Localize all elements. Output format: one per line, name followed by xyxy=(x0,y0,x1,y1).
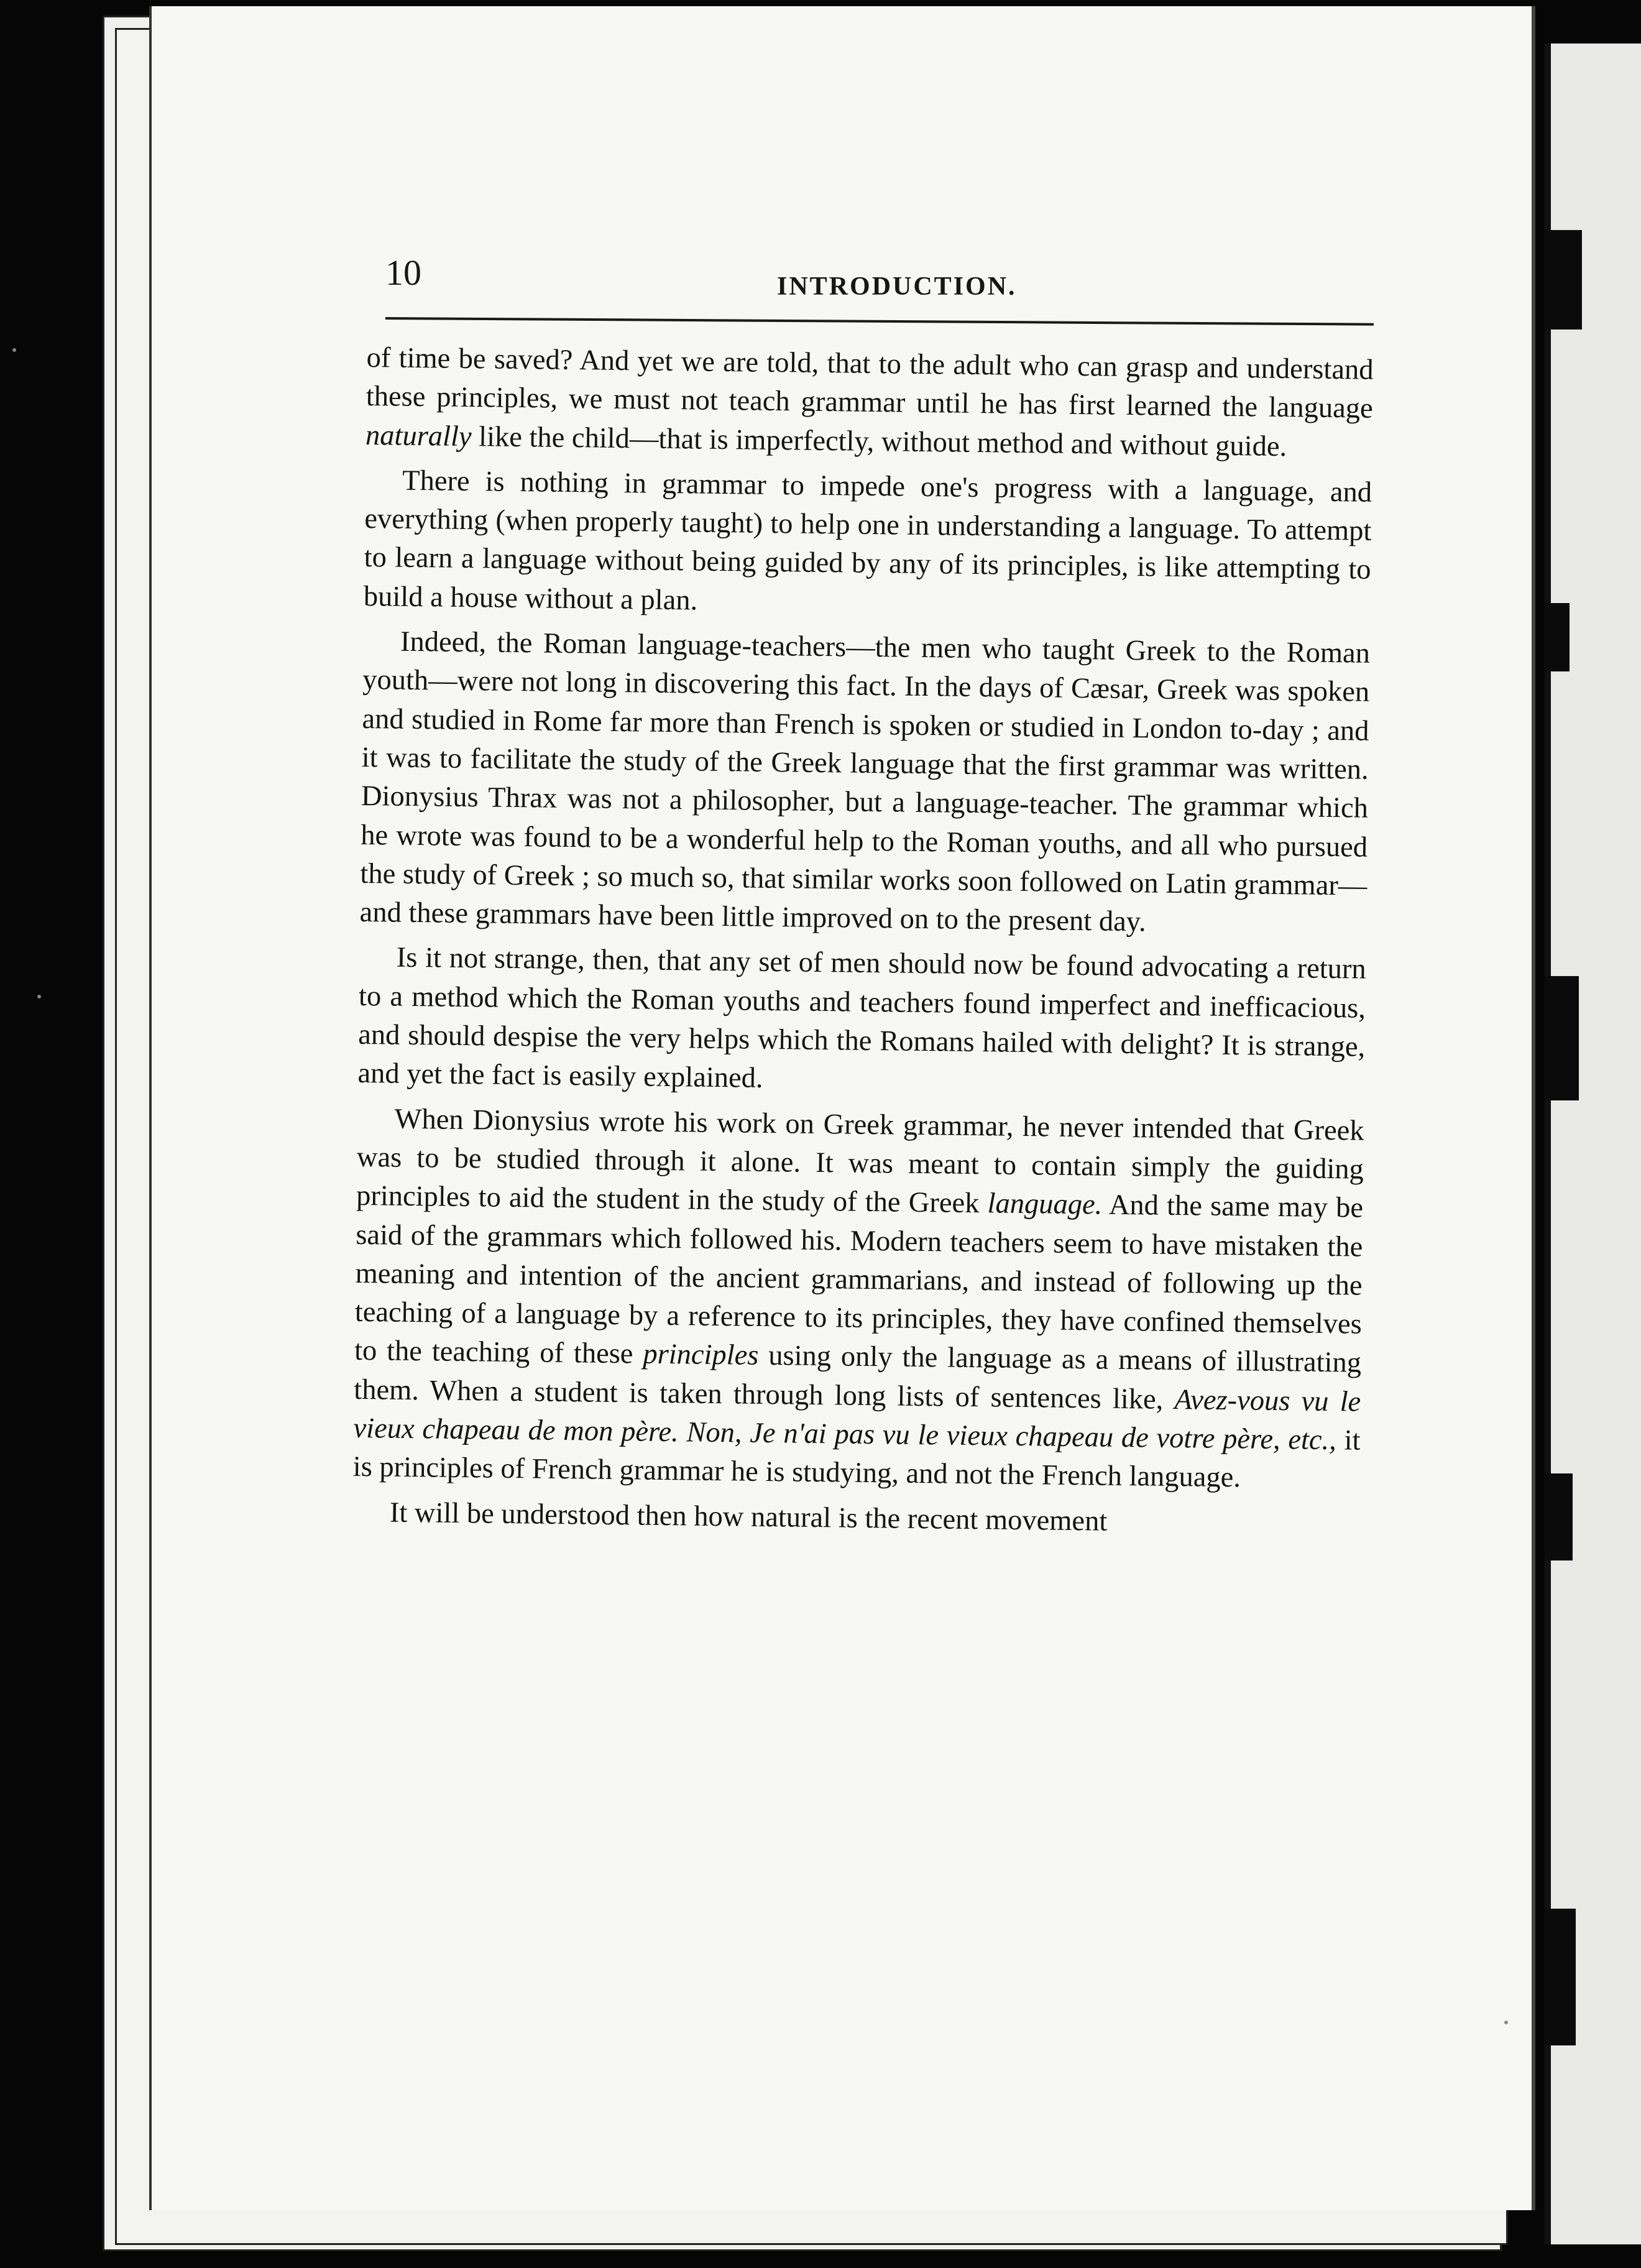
scan-speck xyxy=(1504,2021,1508,2024)
paragraph xyxy=(365,339,1374,468)
text-segment: When Dionysius wrote his work on Greek grammar, he never intended that Greek was to be studied through it alone. It was meant to contain simply the guiding principles to aid the student in the study of the Greek xyxy=(356,1103,1364,1220)
paragraph xyxy=(364,461,1372,629)
paragraph xyxy=(357,938,1366,1105)
text-segment: Indeed, the Roman language-teachers—the men who taught Greek to the Roman youth—were not long in discovering this fact. In the days of Cæsar, Greek was spoken and studied in Rome far more than French is spoken or studied in London to-day ; and it was to facilitate the study of the Greek language that the first grammar was written. Dionysius Thrax was not a philosopher, but a language-teacher. The grammar which he wrote was found to be a wonderful help to the Roman youths, and all who pursued the study of Greek ; so much so, that similar works soon followed on Latin grammar—and these grammars have been little improved on to the present day. xyxy=(359,625,1371,938)
text-segment: like the child—that is imperfectly, without method and without guide. xyxy=(471,420,1287,463)
paragraph xyxy=(352,1493,1360,1544)
text-segment: It will be understood then how natural is the recent movement xyxy=(389,1496,1108,1537)
text-segment: of time be saved? And yet we are told, that to the adult who can grasp and understand these principles, we must not teach grammar until he has first learned the language xyxy=(365,341,1374,425)
text-segment: And the same may be said of the grammars which followed his. Modern teachers seem to have mistaken the meaning and intention of the ancient grammarians, and instead of following up the teaching of a language by a reference to its principles, they have confined themselves to the teaching of these xyxy=(354,1189,1364,1370)
paragraph xyxy=(352,1100,1364,1500)
italic-text: naturally xyxy=(365,419,472,453)
body-text xyxy=(352,339,1373,1551)
paragraph xyxy=(359,622,1370,944)
text-segment: Is it not strange, then, that any set of men should now be found advocating a return to a method which the Roman youths and teachers found imperfect and inefficacious, and should despise the very helps which the Romans hailed with delight? It is strange, and yet the fact is easily explained. xyxy=(357,942,1367,1095)
text-segment: using only the language as a means of illustrating them. When a student is taken through long lists of sentences like, xyxy=(354,1340,1362,1416)
page-header xyxy=(385,252,1374,308)
italic-text: Avez-vous vu le vieux chapeau de mon père. Non, Je n'ai pas vu le vieux chapeau de votre père, etc., xyxy=(353,1383,1361,1457)
text-segment: it is principles of French grammar he is studying, and not the French language. xyxy=(352,1424,1361,1494)
scan-speck xyxy=(12,348,16,352)
page-number: 10 xyxy=(385,252,421,293)
running-head: INTRODUCTION. xyxy=(777,272,1017,301)
adjacent-page-fragment xyxy=(1545,44,1641,2244)
italic-text: principles xyxy=(643,1338,759,1372)
text-segment: There is nothing in grammar to impede one's progress with a language, and everything (when properly taught) to help one in understanding a language. To attempt to learn a language without being guided by any of its principles, is like attempting to build a house without a plan. xyxy=(363,464,1372,617)
italic-text: language. xyxy=(987,1187,1103,1221)
scan-speck xyxy=(37,995,41,998)
